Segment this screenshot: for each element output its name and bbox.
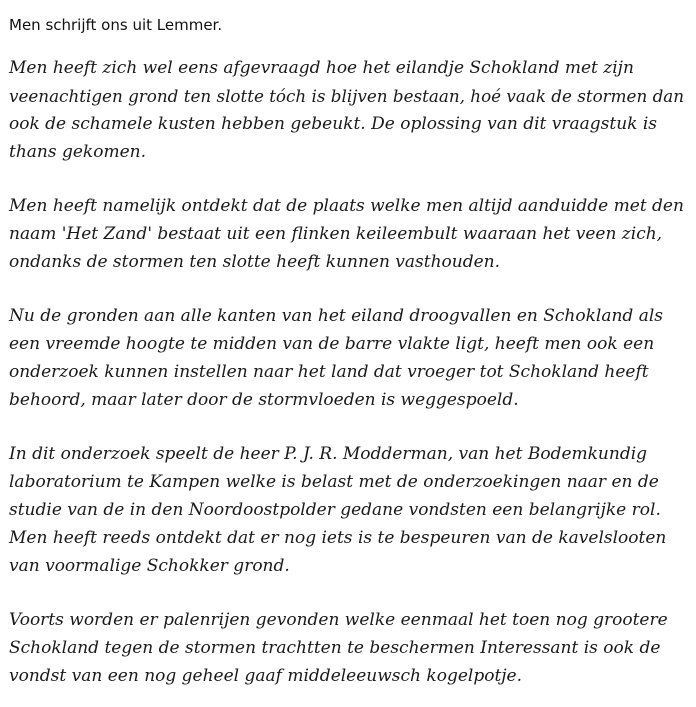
paragraph-line: van voormalige Schokker grond. [9, 556, 290, 576]
paragraph-4 [9, 440, 688, 580]
paragraph-line: Voorts worden er palenrijen gevonden welke eenmaal het toen nog grootere [9, 610, 668, 630]
paragraph-line: Men heeft namelijk ontdekt dat de plaats welke men altijd aanduidde met den [9, 196, 684, 216]
paragraph-line: laboratorium te Kampen welke is belast met de onderzoekingen naar en de [9, 472, 659, 492]
paragraph-line: behoord, maar later door de stormvloeden is weggespoeld. [9, 390, 519, 410]
paragraph-line: ook de schamele kusten hebben gebeukt. De oplossing van dit vraagstuk is [9, 114, 658, 134]
paragraph-line: Nu de gronden aan alle kanten van het eiland droogvallen en Schokland als [9, 306, 663, 326]
paragraph-5 [9, 606, 688, 690]
paragraph-line: vondst van een nog geheel gaaf middeleeuwsch kogelpotje. [9, 666, 523, 686]
paragraph-line: Schokland tegen de stormen trachtten te beschermen Interessant is ook de [9, 638, 661, 658]
paragraph-2 [9, 192, 688, 276]
paragraph-line: In dit onderzoek speelt de heer P. J. R. Modderman, van het Bodemkundig [9, 444, 648, 464]
paragraph-line: naam 'Het Zand' bestaat uit een flinken keileembult waaraan het veen zich, [9, 224, 663, 244]
paragraph-line: Men heeft reeds ontdekt dat er nog iets is te bespeuren van de kavelslooten [9, 528, 667, 548]
paragraph-line: een vreemde hoogte te midden van de barre vlakte ligt, heeft men ook een [9, 334, 655, 354]
paragraph-line: studie van de in den Noordoostpolder gedane vondsten een belangrijke rol. [9, 500, 661, 520]
paragraph-line: onderzoek kunnen instellen naar het land dat vroeger tot Schokland heeft [9, 362, 649, 382]
paragraph-line: ondanks de stormen ten slotte heeft kunnen vasthouden. [9, 252, 501, 272]
paragraph-line: thans gekomen. [9, 142, 147, 162]
paragraph-line: veenachtigen grond ten slotte tóch is blijven bestaan, hoé vaak de stormen dan [9, 86, 685, 106]
paragraph-3 [9, 302, 688, 414]
paragraph-line: Men heeft zich wel eens afgevraagd hoe het eilandje Schokland met zijn [9, 58, 634, 78]
intro-line: Men schrijft ons uit Lemmer. [9, 16, 223, 34]
paragraph-1 [9, 54, 688, 166]
